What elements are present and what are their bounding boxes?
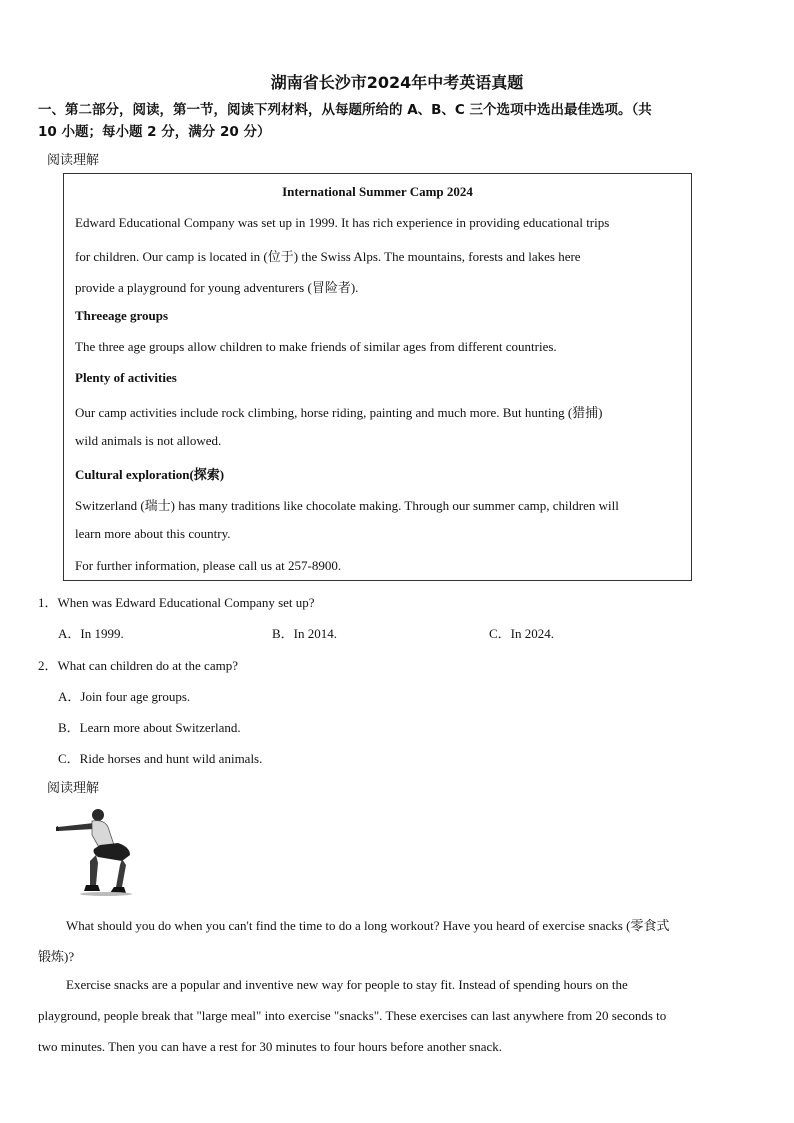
passage-box <box>63 173 692 581</box>
passage-line: wild animals is not allowed. <box>75 433 222 448</box>
paragraph-line: What should you do when you can't find the time to do a long workout? Have you heard of exercise snacks (零食式 <box>66 918 670 933</box>
option-c[interactable]: C．Ride horses and hunt wild animals. <box>58 751 263 766</box>
passage-heading: Threeage groups <box>75 308 169 323</box>
section-instructions <box>38 99 758 143</box>
passage-line: Edward Educational Company was set up in 1999. It has rich experience in providing educational trips <box>75 215 610 230</box>
passage-line: for children. Our camp is located in (位于) the Swiss Alps. The mountains, forests and lakes here <box>75 249 581 264</box>
passage-line: Our camp activities include rock climbing, horse riding, painting and much more. But hunting (猎捕) <box>75 405 603 420</box>
paragraph-line: two minutes. Then you can have a rest for 30 minutes to four hours before another snack. <box>38 1039 503 1054</box>
paragraph-line: playground, people break that "large meal" into exercise "snacks". These exercises can last anywhere from 20 seconds to <box>38 1008 667 1023</box>
section-line-1: 一、第二部分，阅读，第一节，阅读下列材料，从每题所给的 A、B、C 三个选项中选出最佳选项。（共 <box>38 102 652 118</box>
passage-line: Switzerland (瑞士) has many traditions like chocolate making. Through our summer camp, children will <box>75 498 619 513</box>
paragraph-line: 锻炼)? <box>38 949 75 964</box>
option-b[interactable]: B．In 2014. <box>272 626 338 641</box>
passage-line: For further information, please call us at 257-8900. <box>75 558 342 573</box>
question-stem: 2．What can children do at the camp? <box>38 658 238 673</box>
passage-heading: Cultural exploration(探索) <box>75 467 225 482</box>
option-a[interactable]: A．Join four age groups. <box>58 689 191 704</box>
passage-heading: Plenty of activities <box>75 370 177 385</box>
passage-line: provide a playground for young adventurers (冒险者). <box>75 280 359 295</box>
reading-label: 阅读理解 <box>47 153 100 168</box>
passage-title: International Summer Camp 2024 <box>282 184 473 199</box>
section-line-2: 10 小题；每小题 2 分，满分 20 分） <box>38 124 271 140</box>
passage-line: learn more about this country. <box>75 526 231 541</box>
option-a[interactable]: A．In 1999. <box>58 626 124 641</box>
page-title: 湖南省长沙市2024年中考英语真题 <box>270 73 524 92</box>
option-b[interactable]: B．Learn more about Switzerland. <box>58 720 241 735</box>
paragraph-line: Exercise snacks are a popular and inventive new way for people to stay fit. Instead of spending hours on the <box>66 977 628 992</box>
question-stem: 1．When was Edward Educational Company set up? <box>38 595 315 610</box>
passage-line: The three age groups allow children to make friends of similar ages from different countries. <box>75 339 557 354</box>
option-c[interactable]: C．In 2024. <box>489 626 555 641</box>
reading-label: 阅读理解 <box>47 781 100 796</box>
squat-exercise-illustration <box>56 805 136 897</box>
